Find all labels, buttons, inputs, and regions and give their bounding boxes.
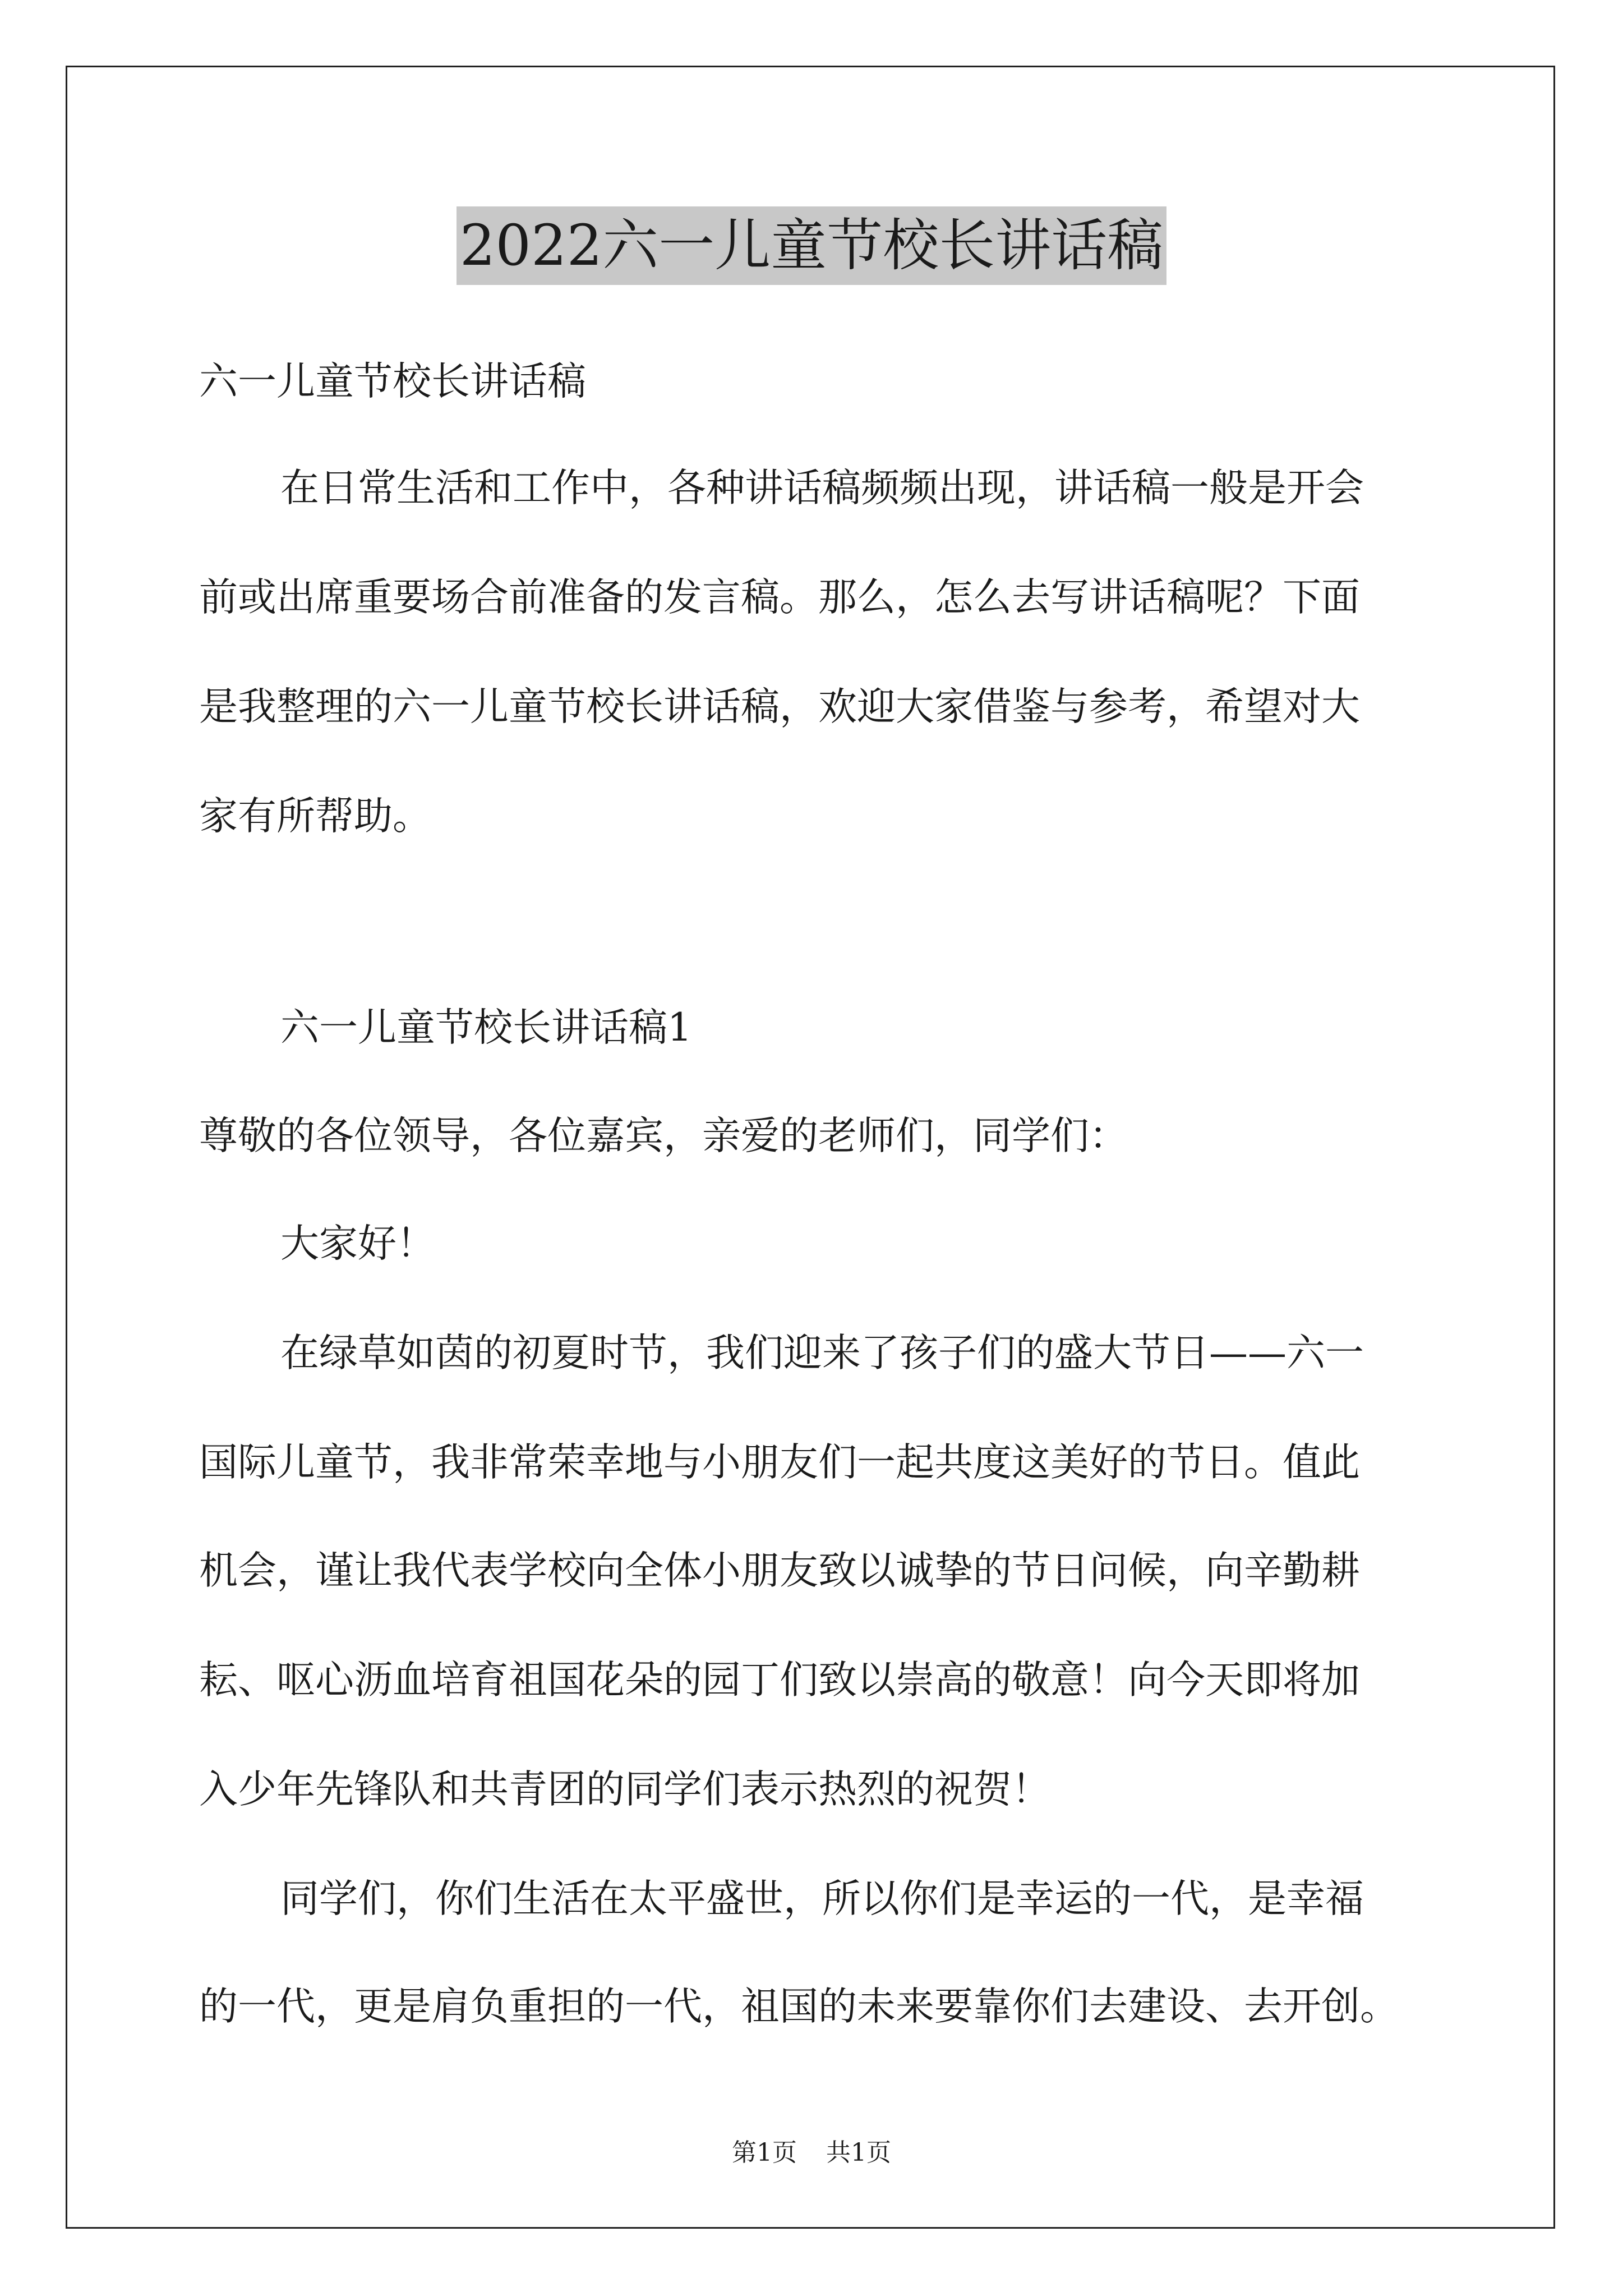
page-footer [0,2136,1623,2170]
page-total: 共1页 [826,2138,891,2167]
paragraph-line: 在日常生活和工作中，各种讲话稿频频出现，讲话稿一般是开会 [280,466,1364,510]
page-number: 第1页 [732,2138,797,2167]
subtitle-line: 六一儿童节校长讲话稿 [199,359,586,404]
paragraph-line: 的一代，更是肩负重担的一代，祖国的未来要靠你们去建设、去开创。 [199,1984,1399,2029]
paragraph-line: 国际儿童节，我非常荣幸地与小朋友们一起共度这美好的节日。值此 [199,1440,1360,1485]
title-container [0,206,1623,285]
section-heading: 六一儿童节校长讲话稿1 [280,1005,692,1050]
paragraph-line: 入少年先锋队和共青团的同学们表示热烈的祝贺！ [199,1767,1050,1812]
paragraph-line: 在绿草如茵的初夏时节，我们迎来了孩子们的盛大节日——六一 [280,1331,1364,1375]
paragraph-line: 耘、呕心沥血培育祖国花朵的园丁们致以崇高的敬意！向今天即将加 [199,1658,1360,1703]
paragraph-line: 是我整理的六一儿童节校长讲话稿，欢迎大家借鉴与参考，希望对大 [199,684,1360,729]
document-title: 2022六一儿童节校长讲话稿 [457,206,1167,285]
greeting-line: 大家好！ [280,1221,435,1266]
paragraph-line: 机会，谨让我代表学校向全体小朋友致以诚挚的节日问候，向辛勤耕 [199,1548,1360,1593]
paragraph-line: 家有所帮助。 [199,794,431,839]
paragraph-line: 前或出席重要场合前准备的发言稿。那么，怎么去写讲话稿呢？下面 [199,575,1360,620]
paragraph-line: 同学们，你们生活在太平盛世，所以你们是幸运的一代，是幸福 [280,1876,1364,1921]
salutation-line: 尊敬的各位领导，各位嘉宾，亲爱的老师们，同学们： [199,1114,1128,1158]
